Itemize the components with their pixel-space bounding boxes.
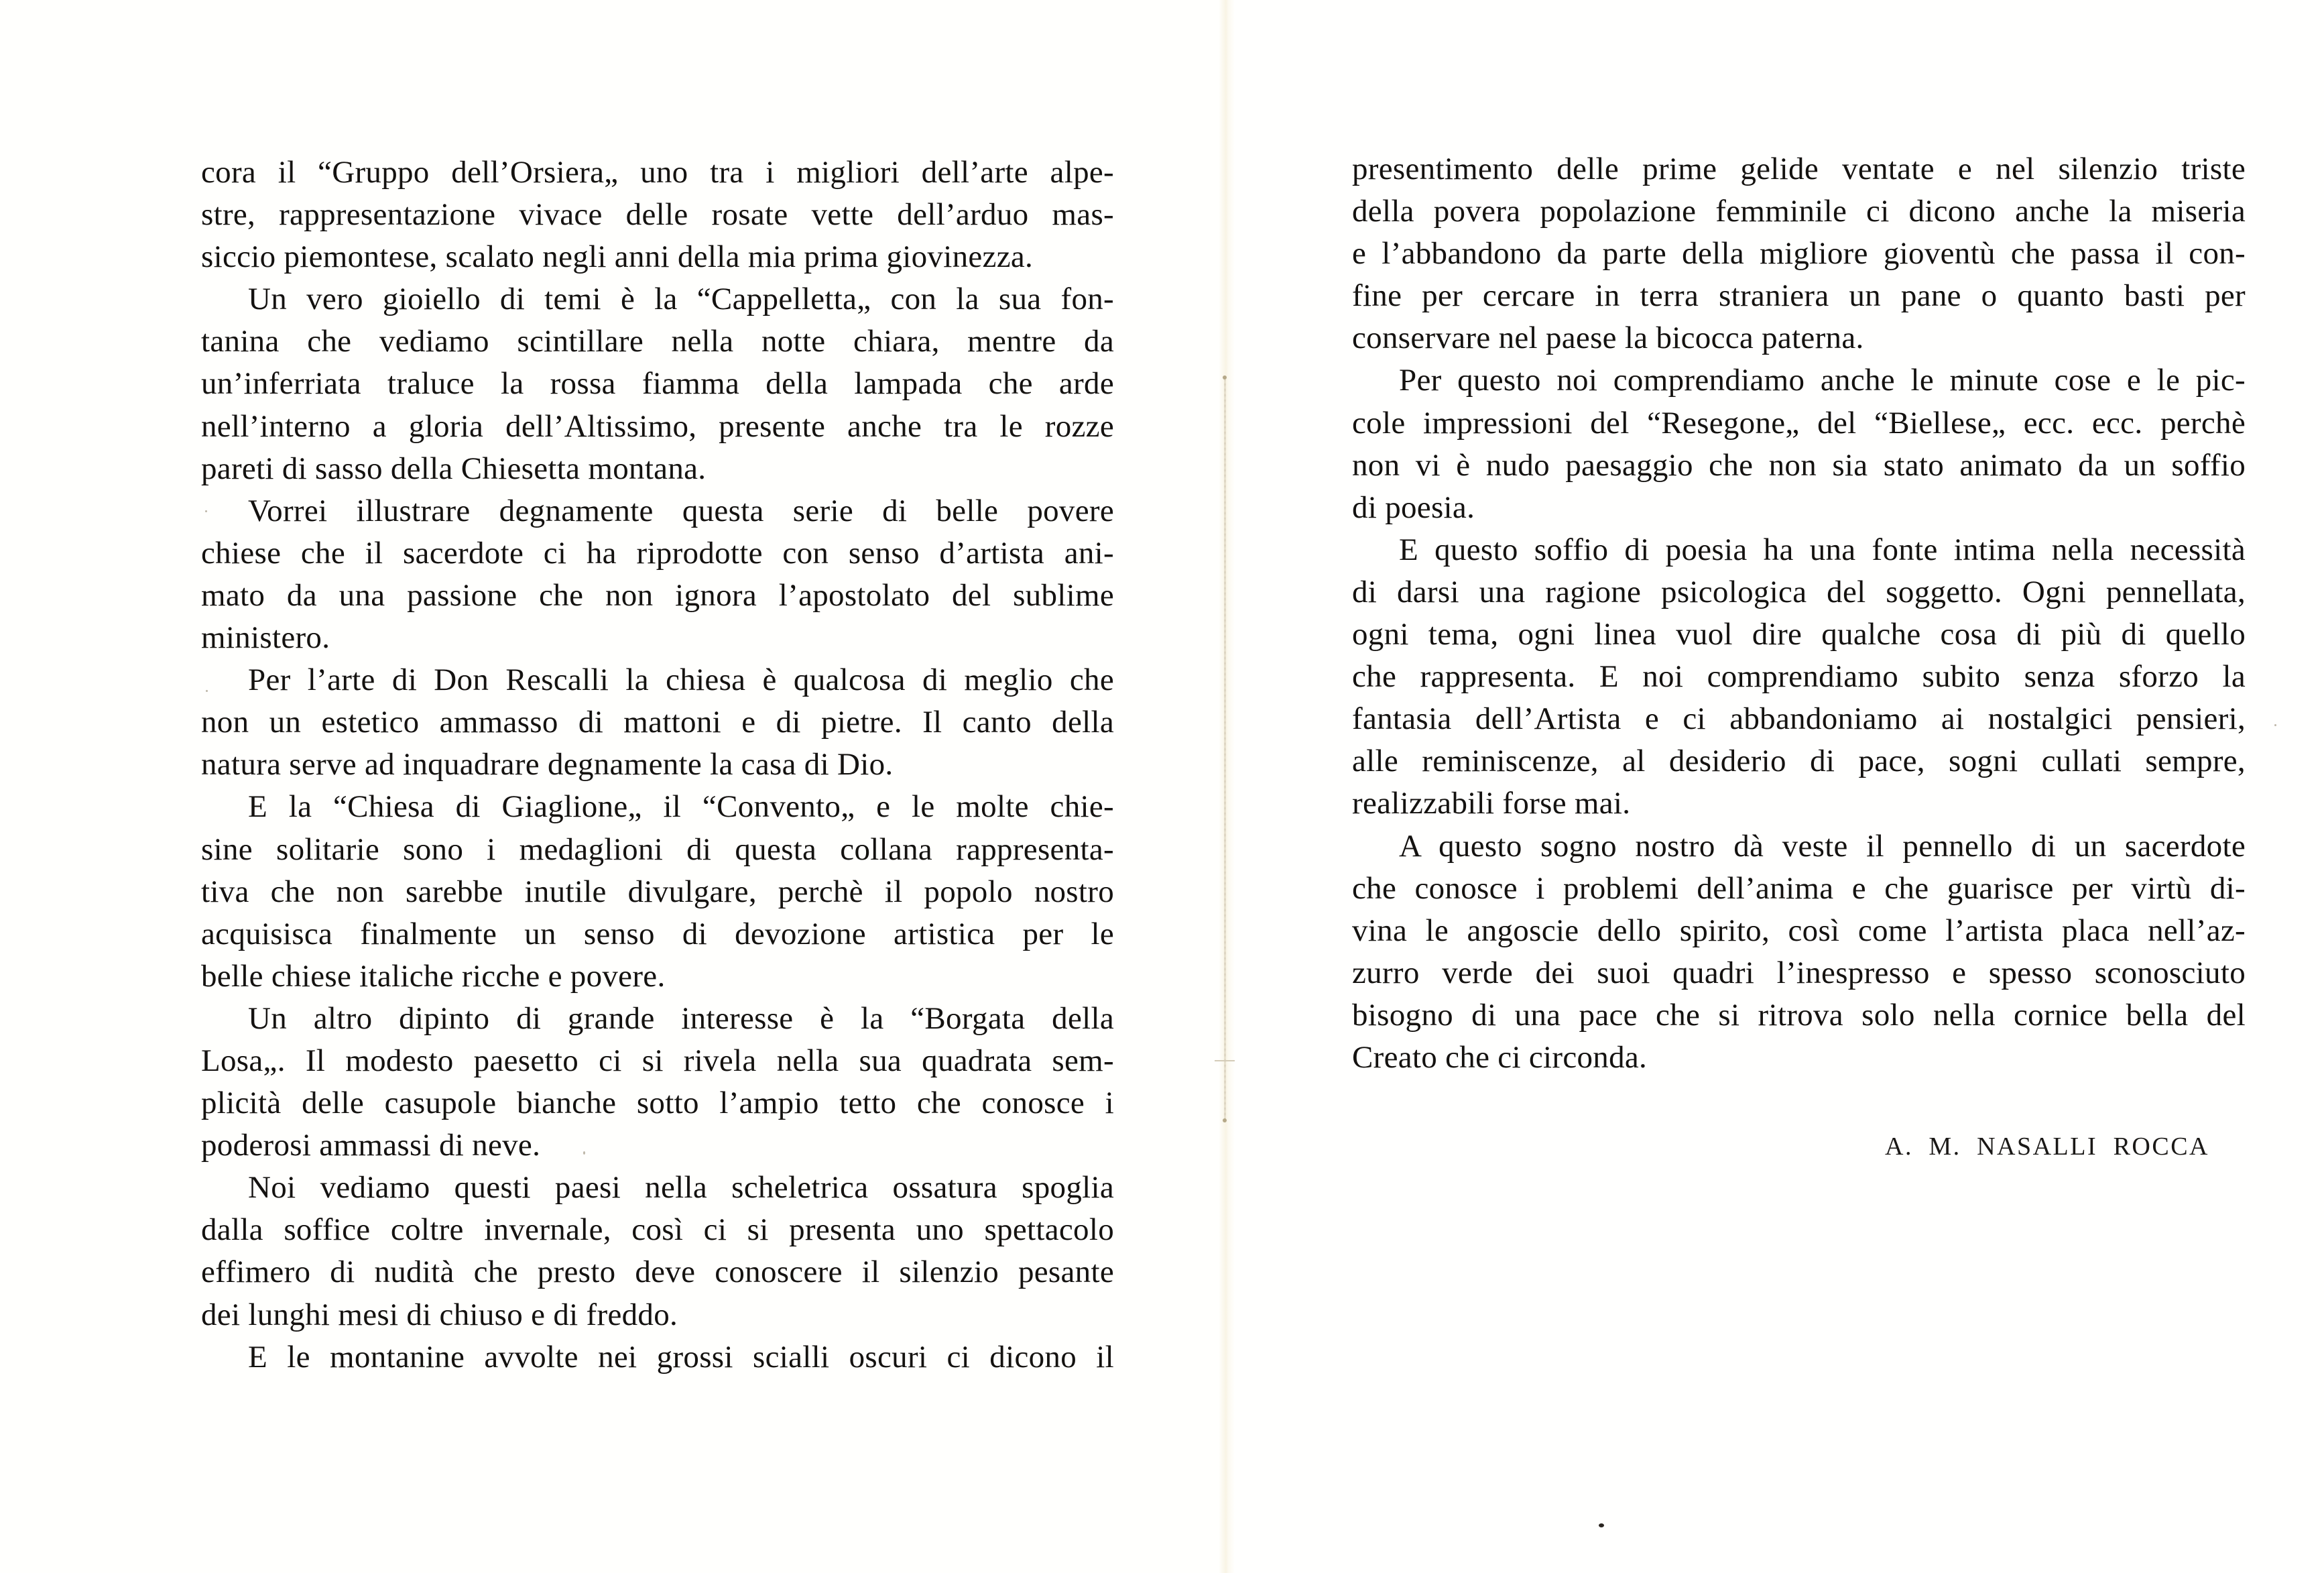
- text-line: Un altro dipinto di grande interesse è la “Borgata della: [248, 1000, 1114, 1036]
- text-line: Creato che ci circonda.: [1352, 1039, 1648, 1075]
- text-line: presentimento delle prime gelide ventate e nel silenzio triste: [1352, 152, 2246, 186]
- text-line: ministero.: [201, 620, 330, 656]
- right-page-text: [1352, 148, 2246, 1079]
- text-line: della povera popolazione femminile ci dicono anche la miseria: [1352, 194, 2246, 229]
- text-line: sine solitarie sono i medaglioni di questa collana rappresenta-: [201, 831, 1114, 867]
- paragraph: [201, 1167, 1114, 1336]
- text-line: cora il “Gruppo dell’Orsiera„ uno tra i migliori dell’arte alpe-: [201, 155, 1114, 190]
- text-line: realizzabili forse mai.: [1352, 786, 1631, 821]
- stitch-hole-top: [1223, 375, 1227, 380]
- left-page-text: [201, 152, 1114, 1379]
- text-line: effimero di nudità che presto deve conoscere il silenzio pesante: [201, 1255, 1114, 1290]
- book-gutter: [1219, 0, 1235, 1573]
- text-line: bisogno di una pace che si ritrova solo nella cornice bella del: [1352, 997, 2246, 1033]
- text-line: E questo soffio di poesia ha una fonte intima nella necessità: [1399, 532, 2246, 567]
- paper-speck: [1599, 1523, 1604, 1527]
- text-line: ogni tema, ogni linea vuol dire qualche cosa di più di quello: [1352, 617, 2246, 652]
- text-line: tiva che non sarebbe inutile divulgare, perchè il popolo nostro: [201, 874, 1114, 909]
- paragraph: [201, 152, 1114, 278]
- paragraph: [1352, 148, 2246, 359]
- paragraph: [1352, 529, 2246, 825]
- text-line: Un vero gioiello di temi è la “Cappelletta„ con la sua fon-: [248, 282, 1114, 317]
- text-line: natura serve ad inquadrare degnamente la casa di Dio.: [201, 747, 894, 782]
- stitch-hole-bottom: [1223, 1118, 1227, 1122]
- paragraph: [1352, 359, 2246, 528]
- text-line: E la “Chiesa di Giaglione„ il “Convento„ e le molte chie-: [248, 789, 1114, 825]
- text-line: siccio piemontese, scalato negli anni della mia prima giovinezza.: [201, 239, 1034, 275]
- text-line: Vorrei illustrare degnamente questa serie di belle povere: [248, 493, 1114, 528]
- text-line: conservare nel paese la bicocca paterna.: [1352, 321, 1864, 356]
- paper-speck: [2274, 724, 2276, 726]
- author-signature: A. M. NASALLI ROCCA: [1885, 1132, 2209, 1161]
- stitch-knot: [1215, 1060, 1235, 1061]
- text-line: dalla soffice coltre invernale, così ci si presenta uno spettacolo: [201, 1212, 1114, 1248]
- text-line: Noi vediamo questi paesi nella scheletrica ossatura spoglia: [248, 1170, 1114, 1206]
- text-line: tanina che vediamo scintillare nella notte chiara, mentre da: [201, 324, 1114, 359]
- text-line: belle chiese italiche ricche e povere.: [201, 958, 666, 994]
- text-line: chiese che il sacerdote ci ha riprodotte con senso d’artista ani-: [201, 535, 1114, 571]
- text-line: dei lunghi mesi di chiuso e di freddo.: [201, 1297, 678, 1332]
- text-line: un’inferriata traluce la rossa fiamma della lampada che arde: [201, 366, 1114, 402]
- text-line: vina le angoscie dello spirito, così come l’artista placa nell’az-: [1352, 913, 2246, 948]
- text-line: non un estetico ammasso di mattoni e di pietre. Il canto della: [201, 705, 1114, 740]
- paragraph: [201, 998, 1114, 1167]
- text-line: cole impressioni del “Resegone„ del “Biellese„ ecc. ecc. perchè: [1352, 405, 2246, 441]
- text-line: che rappresenta. E noi comprendiamo subito senza sforzo la: [1352, 659, 2246, 695]
- text-line: acquisisca finalmente un senso di devozione artistica per le: [201, 916, 1114, 951]
- text-line: alle reminiscenze, al desiderio di pace, sogni cullati sempre,: [1352, 744, 2246, 779]
- paragraph: [201, 786, 1114, 997]
- text-line: pareti di sasso della Chiesetta montana.: [201, 451, 707, 486]
- text-line: E le montanine avvolte nei grossi scialli oscuri ci dicono il: [248, 1339, 1114, 1375]
- text-line: plicità delle casupole bianche sotto l’ampio tetto che conosce i: [201, 1086, 1114, 1121]
- binding-stitch: [1224, 380, 1226, 1120]
- text-line: e l’abbandono da parte della migliore gioventù che passa il con-: [1352, 236, 2246, 272]
- paragraph: [201, 659, 1114, 786]
- text-line: di darsi una ragione psicologica del soggetto. Ogni pennellata,: [1352, 574, 2246, 609]
- paragraph: [1352, 825, 2246, 1080]
- text-line: fine per cercare in terra straniera un pane o quanto basti per: [1352, 278, 2246, 314]
- text-line: Per questo noi comprendiamo anche le minute cose e le pic-: [1399, 363, 2246, 398]
- text-line: A questo sogno nostro dà veste il pennello di un sacerdote: [1399, 828, 2246, 864]
- text-line: di poesia.: [1352, 489, 1475, 525]
- text-line: poderosi ammassi di neve.: [201, 1128, 541, 1163]
- text-line: non vi è nudo paesaggio che non sia stato animato da un soffio: [1352, 447, 2246, 483]
- text-line: zurro verde dei suoi quadri l’inespresso e spesso sconosciuto: [1352, 955, 2246, 990]
- text-line: fantasia dell’Artista e ci abbandoniamo ai nostalgici pensieri,: [1352, 701, 2246, 737]
- text-line: nell’interno a gloria dell’Altissimo, presente anche tra le rozze: [201, 408, 1114, 444]
- paragraph: [201, 490, 1114, 659]
- text-line: mato da una passione che non ignora l’apostolato del sublime: [201, 577, 1114, 613]
- paragraph: [201, 278, 1114, 489]
- text-line: Losa„. Il modesto paesetto ci si rivela nella sua quadrata sem-: [201, 1043, 1114, 1078]
- text-line: stre, rappresentazione vivace delle rosate vette dell’arduo mas-: [201, 197, 1114, 233]
- text-line: Per l’arte di Don Rescalli la chiesa è qualcosa di meglio che: [248, 662, 1114, 698]
- text-line: che conosce i problemi dell’anima e che guarisce per virtù di-: [1352, 870, 2246, 906]
- paragraph: [201, 1336, 1114, 1379]
